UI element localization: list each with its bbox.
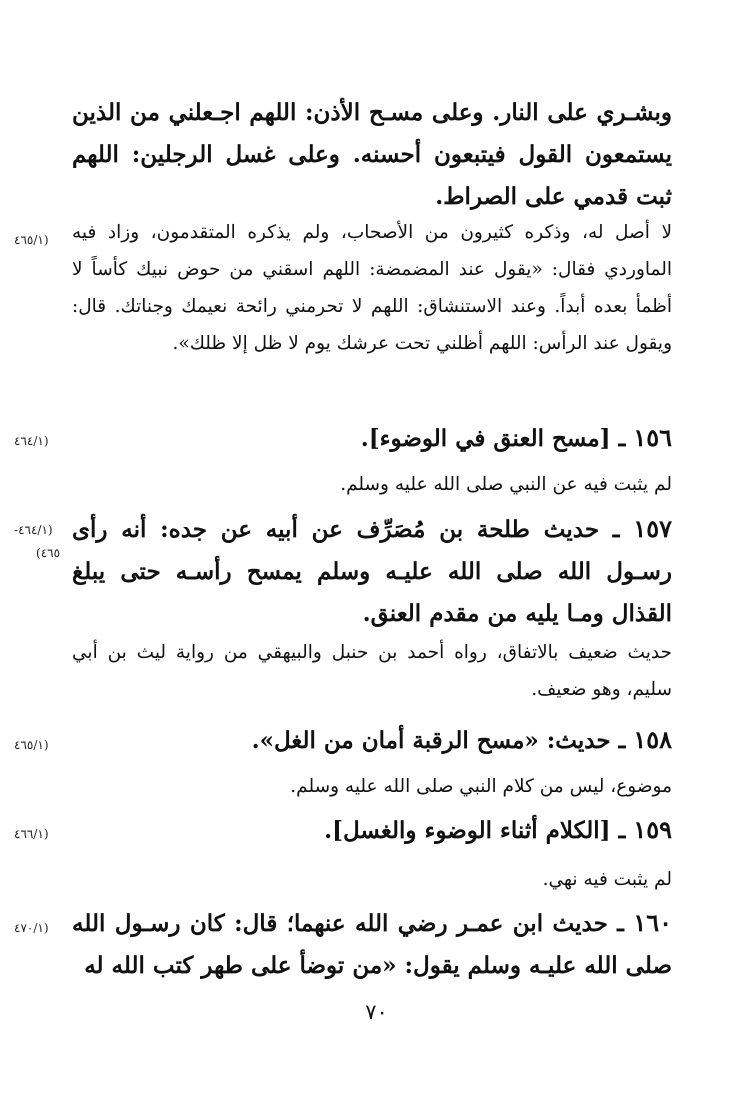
entry-body: موضوع، ليس من كلام النبي صلى الله عليه وسلم. — [290, 776, 672, 797]
entry-reference-continued: ٤٦٥) — [36, 546, 61, 560]
entry-heading — [72, 810, 672, 851]
entry-reference: (٤٦٥/١ — [14, 738, 49, 752]
entry-number: ١٥٨ — [633, 725, 672, 754]
entry-reference: (٤٦٤/١- — [14, 523, 53, 537]
entry-body: لم يثبت فيه نهي. — [542, 869, 672, 890]
entry-number: ١٥٧ — [633, 514, 672, 543]
entry-reference: (٤٦٤/١ — [14, 434, 49, 448]
entry-body: حديث ضعيف بالاتفاق، رواه أحمد بن حنبل والبيهقي من رواية ليث بن أبي سليم، وهو ضعيف. — [72, 642, 672, 700]
entry-reference: (٤٦٦/١ — [14, 827, 49, 841]
entry-title: ـ حديث ابن عمـر رضي الله عنهما؛ قال: كان رسـول الله صلى الله عليـه وسلم يقول: «من توضأ على طهر كتب الله له — [72, 910, 672, 979]
entry-body: لم يثبت فيه عن النبي صلى الله عليه وسلم. — [340, 474, 672, 495]
entry-title: ـ حديث طلحة بن مُصَرِّف عن أبيه عن جده: أنه رأى رسـول الله صلى الله عليـه وسلم يمسح رأسـه حتى يبلغ القذال ومـا يليه من مقدم العنق. — [72, 516, 672, 627]
note-reference: (٤٦٥/١ — [14, 233, 49, 247]
entry-title: ـ [مسح العنق في الوضوء]. — [360, 425, 634, 452]
entry-number: ١٥٩ — [633, 815, 672, 844]
entry-reference: (٤٧٠/١ — [14, 921, 49, 935]
entry-number: ١٦٠ — [633, 908, 672, 937]
entry-heading — [72, 508, 672, 635]
entry-number: ١٥٦ — [633, 423, 672, 452]
note-commentary: لا أصل له، وذكره كثيرون من الأصحاب، ولم يذكره المتقدمون، وزاد فيه الماوردي فقال: «يقول عند المضمضة: اللهم اسقني من حوض نبيك كأساً لا أظمأ بعده أبداً. وعند الاستنشاق: اللهم لا تحرمني رائحة نعيمك وجناتك. قال: ويقول عند الرأس: اللهم أظلني تحت عرشك يوم لا ظل إلا ظلك». — [72, 222, 672, 354]
entry-title: ـ حديث: «مسح الرقبة أمان من الغل». — [251, 727, 634, 754]
intro-paragraph: وبشـري على النار. وعلى مسـح الأذن: اللهم اجـعلني من الذين يستمعون القول فيتبعون أحسنه. وعلى غسل الرجلين: اللهم ثبت قدمي على الصراط. — [72, 99, 672, 210]
page-number: ٧٠ — [365, 1000, 388, 1024]
entry-heading — [72, 902, 672, 987]
entry-heading — [72, 418, 672, 459]
entry-title: ـ [الكلام أثناء الوضوء والغسل]. — [324, 817, 634, 844]
entry-heading — [72, 720, 672, 761]
